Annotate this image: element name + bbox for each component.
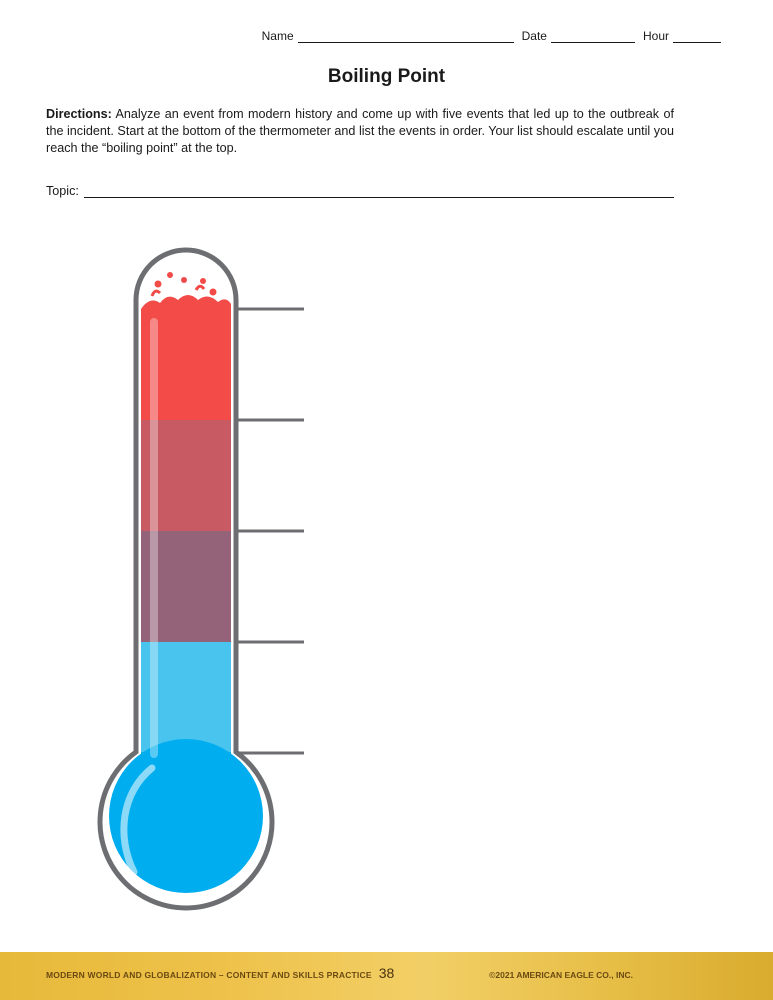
directions-text: Analyze an event from modern history and come up with five events that led up to the outbreak of the incident. Start at the bottom of the thermometer and list the events in order. Your list should escalate until you reach the “boiling point” at the top. (46, 107, 674, 155)
footer (0, 952, 773, 1000)
date-label: Date (521, 29, 547, 43)
name-label: Name (261, 29, 294, 43)
page-title: Boiling Point (327, 66, 446, 87)
page-number: 38 (378, 965, 395, 981)
directions-label: Directions: (46, 107, 112, 121)
footer-book-title: MODERN WORLD AND GLOBALIZATION – CONTENT AND SKILLS PRACTICE (46, 970, 372, 980)
tube-highlight (150, 318, 158, 758)
topic-label: Topic: (46, 184, 79, 198)
hour-label: Hour (642, 29, 669, 43)
footer-copyright: ©2021 AMERICAN EAGLE CO., INC. (489, 970, 633, 980)
